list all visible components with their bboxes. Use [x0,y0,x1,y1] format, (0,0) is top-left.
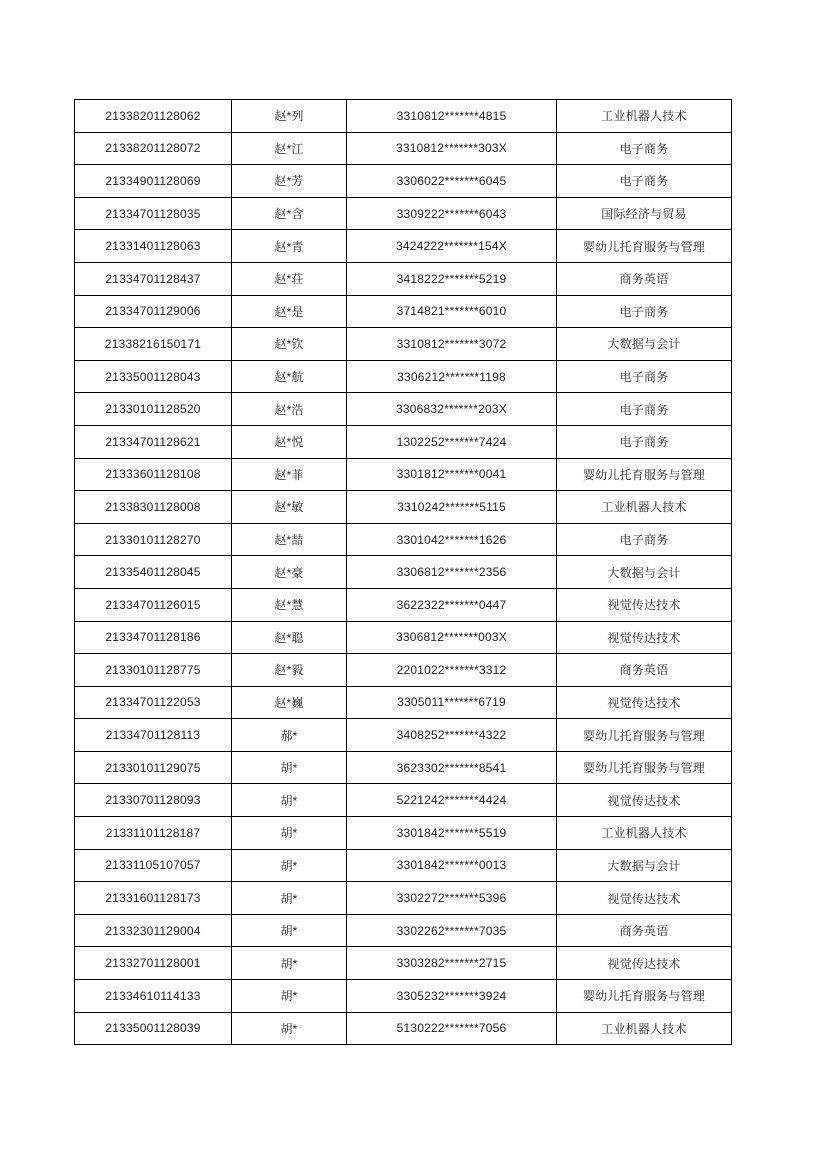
table-body [75,100,732,1045]
table-row [75,686,732,719]
major-cell: 电子商务 [557,393,732,426]
major-cell: 电子商务 [557,523,732,556]
table-row [75,849,732,882]
id-number-cell: 3305011*******6719 [347,686,557,719]
table-row [75,817,732,850]
id-number-cell: 3306212*******1198 [347,360,557,393]
id-number-cell: 3303282*******2715 [347,947,557,980]
major-cell: 视觉传达技术 [557,947,732,980]
table-row [75,328,732,361]
table-row [75,556,732,589]
id-number-cell: 2201022*******3312 [347,654,557,687]
name-cell: 赵*敏 [232,491,347,524]
id-number-cell: 3306812*******003X [347,621,557,654]
name-cell: 赵*航 [232,360,347,393]
major-cell: 电子商务 [557,425,732,458]
table-row [75,588,732,621]
id-number-cell: 1302252*******7424 [347,425,557,458]
major-cell: 工业机器人技术 [557,100,732,133]
id-number-cell: 3306832*******203X [347,393,557,426]
major-cell: 视觉传达技术 [557,588,732,621]
table-row [75,360,732,393]
exam-number-cell: 21334701128437 [75,262,232,295]
exam-number-cell: 21334701128621 [75,425,232,458]
name-cell: 赵*是 [232,295,347,328]
exam-number-cell: 21330701128093 [75,784,232,817]
id-number-cell: 3310812*******303X [347,132,557,165]
name-cell: 赵*荘 [232,262,347,295]
id-number-cell: 3302262*******7035 [347,914,557,947]
exam-number-cell: 21331105107057 [75,849,232,882]
name-cell: 胡* [232,882,347,915]
exam-number-cell: 21334610114133 [75,980,232,1013]
name-cell: 胡* [232,947,347,980]
id-number-cell: 3622322*******0447 [347,588,557,621]
name-cell: 赵*豪 [232,556,347,589]
major-cell: 国际经济与贸易 [557,197,732,230]
major-cell: 大数据与会计 [557,556,732,589]
major-cell: 视觉传达技术 [557,784,732,817]
table-row [75,882,732,915]
major-cell: 电子商务 [557,360,732,393]
name-cell: 赵*慧 [232,588,347,621]
id-number-cell: 3301842*******5519 [347,817,557,850]
name-cell: 赵*菲 [232,458,347,491]
id-number-cell: 3305232*******3924 [347,980,557,1013]
exam-number-cell: 21338201128072 [75,132,232,165]
major-cell: 电子商务 [557,165,732,198]
name-cell: 胡* [232,980,347,1013]
id-number-cell: 3301812*******0041 [347,458,557,491]
id-number-cell: 5130222*******7056 [347,1012,557,1045]
major-cell: 婴幼儿托育服务与管理 [557,230,732,263]
exam-number-cell: 21330101128520 [75,393,232,426]
name-cell: 胡* [232,751,347,784]
exam-number-cell: 21338216150171 [75,328,232,361]
exam-number-cell: 21338201128062 [75,100,232,133]
exam-number-cell: 21334701126015 [75,588,232,621]
table-row [75,719,732,752]
exam-number-cell: 21334701128113 [75,719,232,752]
major-cell: 婴幼儿托育服务与管理 [557,719,732,752]
id-number-cell: 3623302*******8541 [347,751,557,784]
exam-number-cell: 21330101128270 [75,523,232,556]
id-number-cell: 3714821*******6010 [347,295,557,328]
table-row [75,165,732,198]
name-cell: 赵*喆 [232,523,347,556]
table-row [75,295,732,328]
exam-number-cell: 21332701128001 [75,947,232,980]
name-cell: 胡* [232,1012,347,1045]
table-row [75,425,732,458]
name-cell: 赵*悦 [232,425,347,458]
table-row [75,654,732,687]
major-cell: 婴幼儿托育服务与管理 [557,980,732,1013]
student-list-table [74,99,732,1045]
name-cell: 赵*钦 [232,328,347,361]
exam-number-cell: 21335001128043 [75,360,232,393]
exam-number-cell: 21334901128069 [75,165,232,198]
id-number-cell: 5221242*******4424 [347,784,557,817]
table-row [75,980,732,1013]
exam-number-cell: 21334701122053 [75,686,232,719]
major-cell: 大数据与会计 [557,328,732,361]
major-cell: 商务英语 [557,914,732,947]
table-row [75,262,732,295]
major-cell: 工业机器人技术 [557,491,732,524]
major-cell: 电子商务 [557,295,732,328]
id-number-cell: 3301842*******0013 [347,849,557,882]
major-cell: 视觉传达技术 [557,882,732,915]
name-cell: 赵*毅 [232,654,347,687]
exam-number-cell: 21331401128063 [75,230,232,263]
exam-number-cell: 21335401128045 [75,556,232,589]
table-row [75,491,732,524]
name-cell: 赵*浩 [232,393,347,426]
exam-number-cell: 21331601128173 [75,882,232,915]
exam-number-cell: 21330101128775 [75,654,232,687]
major-cell: 工业机器人技术 [557,817,732,850]
major-cell: 商务英语 [557,654,732,687]
id-number-cell: 3302272*******5396 [347,882,557,915]
major-cell: 视觉传达技术 [557,686,732,719]
table-row [75,100,732,133]
major-cell: 商务英语 [557,262,732,295]
major-cell: 婴幼儿托育服务与管理 [557,751,732,784]
name-cell: 赵*青 [232,230,347,263]
table-row [75,230,732,263]
major-cell: 大数据与会计 [557,849,732,882]
id-number-cell: 3301042*******1626 [347,523,557,556]
name-cell: 胡* [232,817,347,850]
id-number-cell: 3310242*******5115 [347,491,557,524]
exam-number-cell: 21335001128039 [75,1012,232,1045]
major-cell: 婴幼儿托育服务与管理 [557,458,732,491]
major-cell: 工业机器人技术 [557,1012,732,1045]
name-cell: 赵*芳 [232,165,347,198]
exam-number-cell: 21333601128108 [75,458,232,491]
major-cell: 电子商务 [557,132,732,165]
id-number-cell: 3424222*******154X [347,230,557,263]
table-row [75,393,732,426]
exam-number-cell: 21332301129004 [75,914,232,947]
id-number-cell: 3306812*******2356 [347,556,557,589]
id-number-cell: 3306022*******6045 [347,165,557,198]
exam-number-cell: 21338301128008 [75,491,232,524]
exam-number-cell: 21334701129006 [75,295,232,328]
exam-number-cell: 21334701128186 [75,621,232,654]
name-cell: 胡* [232,914,347,947]
name-cell: 郝* [232,719,347,752]
id-number-cell: 3418222*******5219 [347,262,557,295]
exam-number-cell: 21334701128035 [75,197,232,230]
name-cell: 胡* [232,784,347,817]
table-row [75,914,732,947]
id-number-cell: 3309222*******6043 [347,197,557,230]
exam-number-cell: 21330101129075 [75,751,232,784]
id-number-cell: 3408252*******4322 [347,719,557,752]
name-cell: 胡* [232,849,347,882]
id-number-cell: 3310812*******4815 [347,100,557,133]
name-cell: 赵*巍 [232,686,347,719]
table-row [75,197,732,230]
table-row [75,621,732,654]
name-cell: 赵*江 [232,132,347,165]
table-row [75,947,732,980]
table-row [75,458,732,491]
table-row [75,784,732,817]
exam-number-cell: 21331101128187 [75,817,232,850]
major-cell: 视觉传达技术 [557,621,732,654]
name-cell: 赵*列 [232,100,347,133]
name-cell: 赵*含 [232,197,347,230]
table-row [75,751,732,784]
table-row [75,523,732,556]
id-number-cell: 3310812*******3072 [347,328,557,361]
table-row [75,132,732,165]
table-row [75,1012,732,1045]
student-list-table-container [74,99,732,1045]
name-cell: 赵*聪 [232,621,347,654]
